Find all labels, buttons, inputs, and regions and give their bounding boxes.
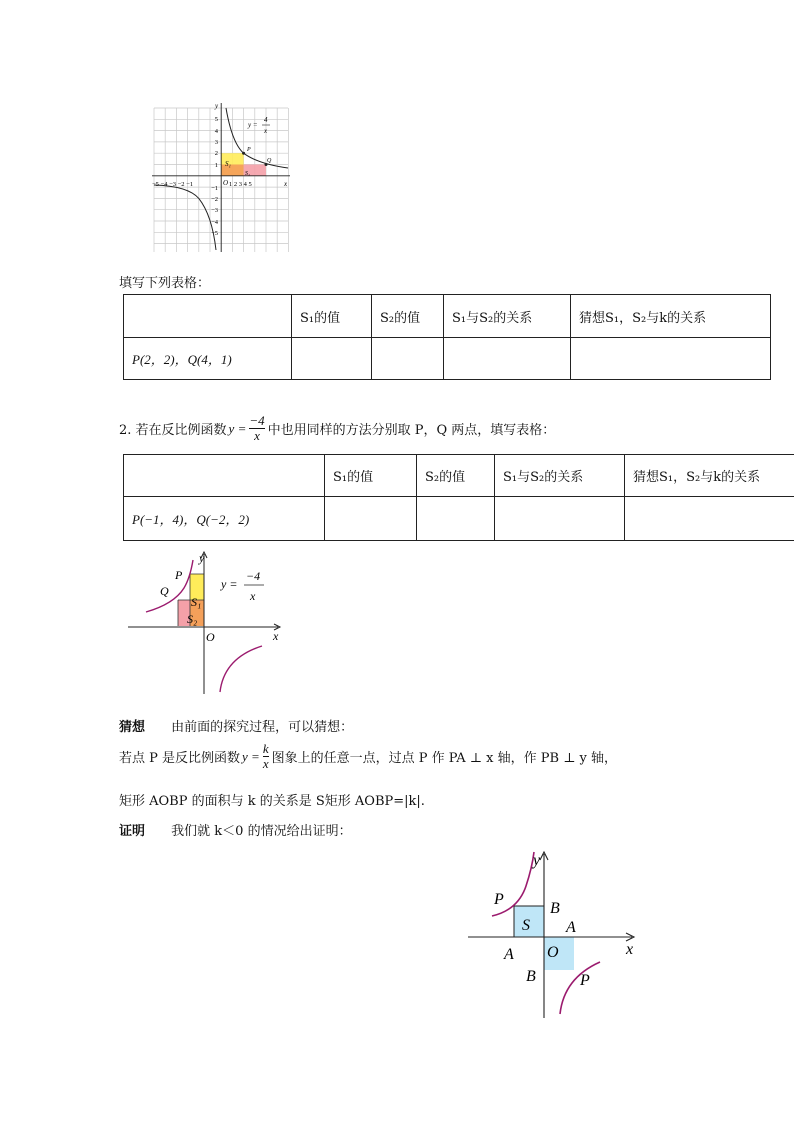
- x-tick-labels-positive: 1 2 3 4 5: [229, 181, 252, 188]
- table-2-header-cell: S₁与S₂的关系: [495, 455, 625, 497]
- table-1-cell-input[interactable]: [444, 338, 571, 380]
- figure-3-graph: [462, 848, 646, 1024]
- y-axis-label: y: [199, 551, 205, 565]
- table-1-header-row: [124, 295, 771, 338]
- figure-1-graph: [148, 100, 292, 254]
- svg-text:3: 3: [214, 139, 218, 146]
- func-prefix: y =: [221, 577, 238, 591]
- table-2-header-cell: 猜想S₁，S₂与k的关系: [625, 455, 794, 497]
- guess-line1-after: 图象上的任意一点，过点 P 作 PA ⊥ x 轴，作 PB ⊥ y 轴，: [271, 751, 618, 766]
- svg-text:1: 1: [214, 162, 218, 169]
- x-axis-label: x: [626, 941, 634, 958]
- section2-func-num: −4: [249, 413, 265, 428]
- table-1-cell-input[interactable]: [372, 338, 444, 380]
- guess-func-num: k: [262, 741, 269, 756]
- table-row: [124, 338, 771, 380]
- s2-label: S₂: [245, 171, 251, 177]
- table-1-header-cell: S₂的值: [372, 295, 444, 338]
- x-tick-labels-negative: −5 −4 −3 −2 −1: [152, 181, 194, 188]
- y-axis-label: y: [533, 852, 541, 869]
- point-a-left-label: A: [504, 946, 514, 963]
- s1-label: S₁: [191, 595, 202, 609]
- svg-text:−1: −1: [211, 185, 218, 192]
- guess-line-0: [119, 716, 353, 735]
- guess-line-2: 矩形 AOBP 的面积与 k 的关系是 S矩形 AOBP=|k|.: [119, 794, 425, 809]
- table-1: [123, 294, 771, 380]
- func-num: −4: [246, 569, 261, 583]
- point-b-bottom-label: B: [526, 968, 536, 985]
- s2-label: S₂: [187, 612, 198, 626]
- table-2-header-cell: S₂的值: [417, 455, 495, 497]
- x-axis-label: x: [273, 629, 279, 643]
- table-row: [124, 497, 794, 541]
- origin-label: O: [223, 179, 229, 187]
- point-p-bottom-label: P: [580, 972, 590, 989]
- origin-label: O: [206, 630, 215, 644]
- table-1-header-cell: [124, 295, 292, 338]
- guess-line-1: [119, 742, 617, 771]
- table-2-cell-input[interactable]: [325, 497, 417, 541]
- table-2-cell-input[interactable]: [625, 497, 794, 541]
- svg-text:−3: −3: [211, 207, 218, 214]
- section2-func-den: x: [254, 428, 260, 443]
- func-den: x: [250, 589, 256, 603]
- y-tick-labels: [211, 116, 219, 237]
- section2-func-prefix: y =: [228, 420, 247, 436]
- table-1-header-cell: S₁的值: [292, 295, 372, 338]
- guess-func-fraction: [263, 742, 269, 771]
- section1-instruction: 填写下列表格：: [119, 276, 211, 291]
- proof-text: 我们就 k＜0 的情况给出证明：: [171, 824, 352, 839]
- table-2-row-label: P(−1，4)，Q(−2，2): [124, 497, 325, 541]
- table-2-header-cell: S₁的值: [325, 455, 417, 497]
- svg-text:5: 5: [214, 116, 218, 123]
- table-1-cell-input[interactable]: [292, 338, 372, 380]
- func-den: x: [264, 127, 268, 135]
- point-p-label: P: [175, 568, 183, 582]
- func-prefix: y =: [248, 121, 258, 129]
- guess-func-den: x: [262, 756, 269, 771]
- section2-instruction: [119, 414, 555, 443]
- table-2-header-cell: [124, 455, 325, 497]
- point-p-top-label: P: [494, 891, 504, 908]
- guess-intro: 由前面的探究过程，可以猜想：: [171, 720, 354, 735]
- svg-text:−5: −5: [211, 230, 218, 237]
- section2-text-after: 中也用同样的方法分别取 P，Q 两点，填写表格：: [267, 423, 556, 438]
- origin-label: O: [547, 944, 559, 961]
- guess-func-prefix: y =: [242, 748, 260, 764]
- s-label: S: [522, 917, 530, 934]
- x-axis-label: x: [284, 180, 288, 188]
- svg-text:−2: −2: [211, 196, 218, 203]
- curve-quadrant-3: [154, 185, 216, 250]
- table-2-cell-input[interactable]: [495, 497, 625, 541]
- point-p-label: P: [247, 147, 251, 153]
- proof-label: 证明: [119, 824, 146, 839]
- y-axis-label: y: [215, 102, 219, 110]
- svg-text:−4: −4: [211, 219, 218, 226]
- point-a-right-label: A: [566, 919, 576, 936]
- svg-text:2: 2: [214, 150, 218, 157]
- point-b-top-label: B: [550, 900, 560, 917]
- guess-label: 猜想: [119, 720, 146, 735]
- point-q-label: Q: [160, 584, 169, 598]
- figure-2-graph: [126, 548, 286, 698]
- section2-text-before: 2. 若在反比例函数: [119, 423, 227, 438]
- func-num: 4: [264, 116, 268, 124]
- table-1-header-cell: 猜想S₁，S₂与k的关系: [571, 295, 771, 338]
- table-1-row-label: P(2，2)，Q(4，1): [124, 338, 292, 380]
- s1-label: S₁: [225, 160, 231, 168]
- table-1-header-cell: S₁与S₂的关系: [444, 295, 571, 338]
- guess-line1-before: 若点 P 是反比例函数: [119, 751, 241, 766]
- table-2-cell-input[interactable]: [417, 497, 495, 541]
- point-q-label: Q: [267, 158, 272, 164]
- section2-func-fraction: [249, 414, 264, 443]
- curve-quadrant-4: [220, 646, 262, 692]
- proof-line: [119, 820, 352, 839]
- table-2-header-row: [124, 455, 794, 497]
- table-2: [123, 454, 794, 541]
- table-1-cell-input[interactable]: [571, 338, 771, 380]
- point-p-dot: [242, 152, 245, 155]
- svg-text:4: 4: [214, 128, 218, 135]
